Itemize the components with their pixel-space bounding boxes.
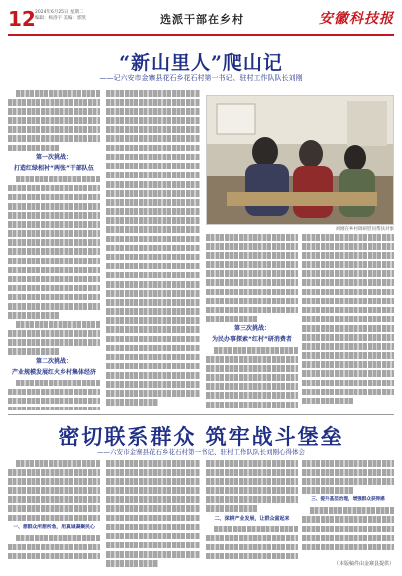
article1-subheading-3: 第三次挑战： bbox=[233, 324, 270, 332]
article-divider bbox=[8, 414, 394, 415]
article1-col3 bbox=[206, 234, 298, 410]
date-editor-block bbox=[35, 10, 86, 22]
article2-col4 bbox=[302, 460, 394, 558]
article1-subtitle: ——记六安市金寨县花石乡花石村第一书记、驻村工作队队长刘刚 bbox=[99, 74, 303, 82]
article2-subheading-1: 一、想群众所想所急，用真诚凝聚民心 bbox=[13, 524, 95, 530]
page-number: 12 bbox=[8, 7, 36, 31]
article1-subheading-3b: 为民办事探索“红村”研消费者 bbox=[212, 335, 292, 343]
photo-illustration bbox=[207, 96, 394, 225]
article1-col4 bbox=[302, 234, 394, 410]
article1-col1 bbox=[8, 90, 100, 410]
article1-subheading-2: 第二次挑战： bbox=[35, 357, 72, 365]
article1-photo bbox=[206, 95, 394, 225]
editor-credit: 编辑：杨洛宇 美编：郭凯 bbox=[35, 16, 86, 21]
article2-col2 bbox=[106, 460, 200, 570]
issue-date: 2024年6月25日 星期二 bbox=[35, 10, 84, 15]
article2-subtitle: ——六安市金寨县花石乡花石村第一书记、驻村工作队队长刘刚心得体会 bbox=[97, 448, 305, 456]
page-header bbox=[8, 8, 394, 34]
section-title: 选派干部在乡村 bbox=[160, 13, 244, 26]
article1-subheading-1: 第一次挑战： bbox=[35, 153, 72, 161]
article2-subheading-2: 二、深耕产业发展，让群众富起来 bbox=[214, 515, 290, 522]
article2-title: 密切联系群众 筑牢战斗堡垒 bbox=[58, 424, 344, 449]
article2-endnote: （本版稿件由金寨县提供） bbox=[333, 561, 394, 567]
article1-col2 bbox=[106, 90, 200, 410]
header-rule bbox=[8, 34, 394, 36]
article1-title: “新山里人”爬山记 bbox=[119, 52, 283, 74]
photo-caption: 刘刚在乡村调研慰问帮扶对象 bbox=[335, 227, 394, 232]
article1-subheading-2b: 产业规模发展红火乡村集体经济 bbox=[11, 368, 96, 376]
article1-subheading-1b: 打造红绿相衬“两张”干部队伍 bbox=[14, 164, 94, 172]
article2-col1 bbox=[8, 460, 100, 570]
article2-col3 bbox=[206, 460, 298, 570]
article2-subheading-3: 三、提升基层治理，增强群众获得感 bbox=[311, 497, 385, 503]
newspaper-masthead: 安徽科技报 bbox=[319, 11, 394, 27]
